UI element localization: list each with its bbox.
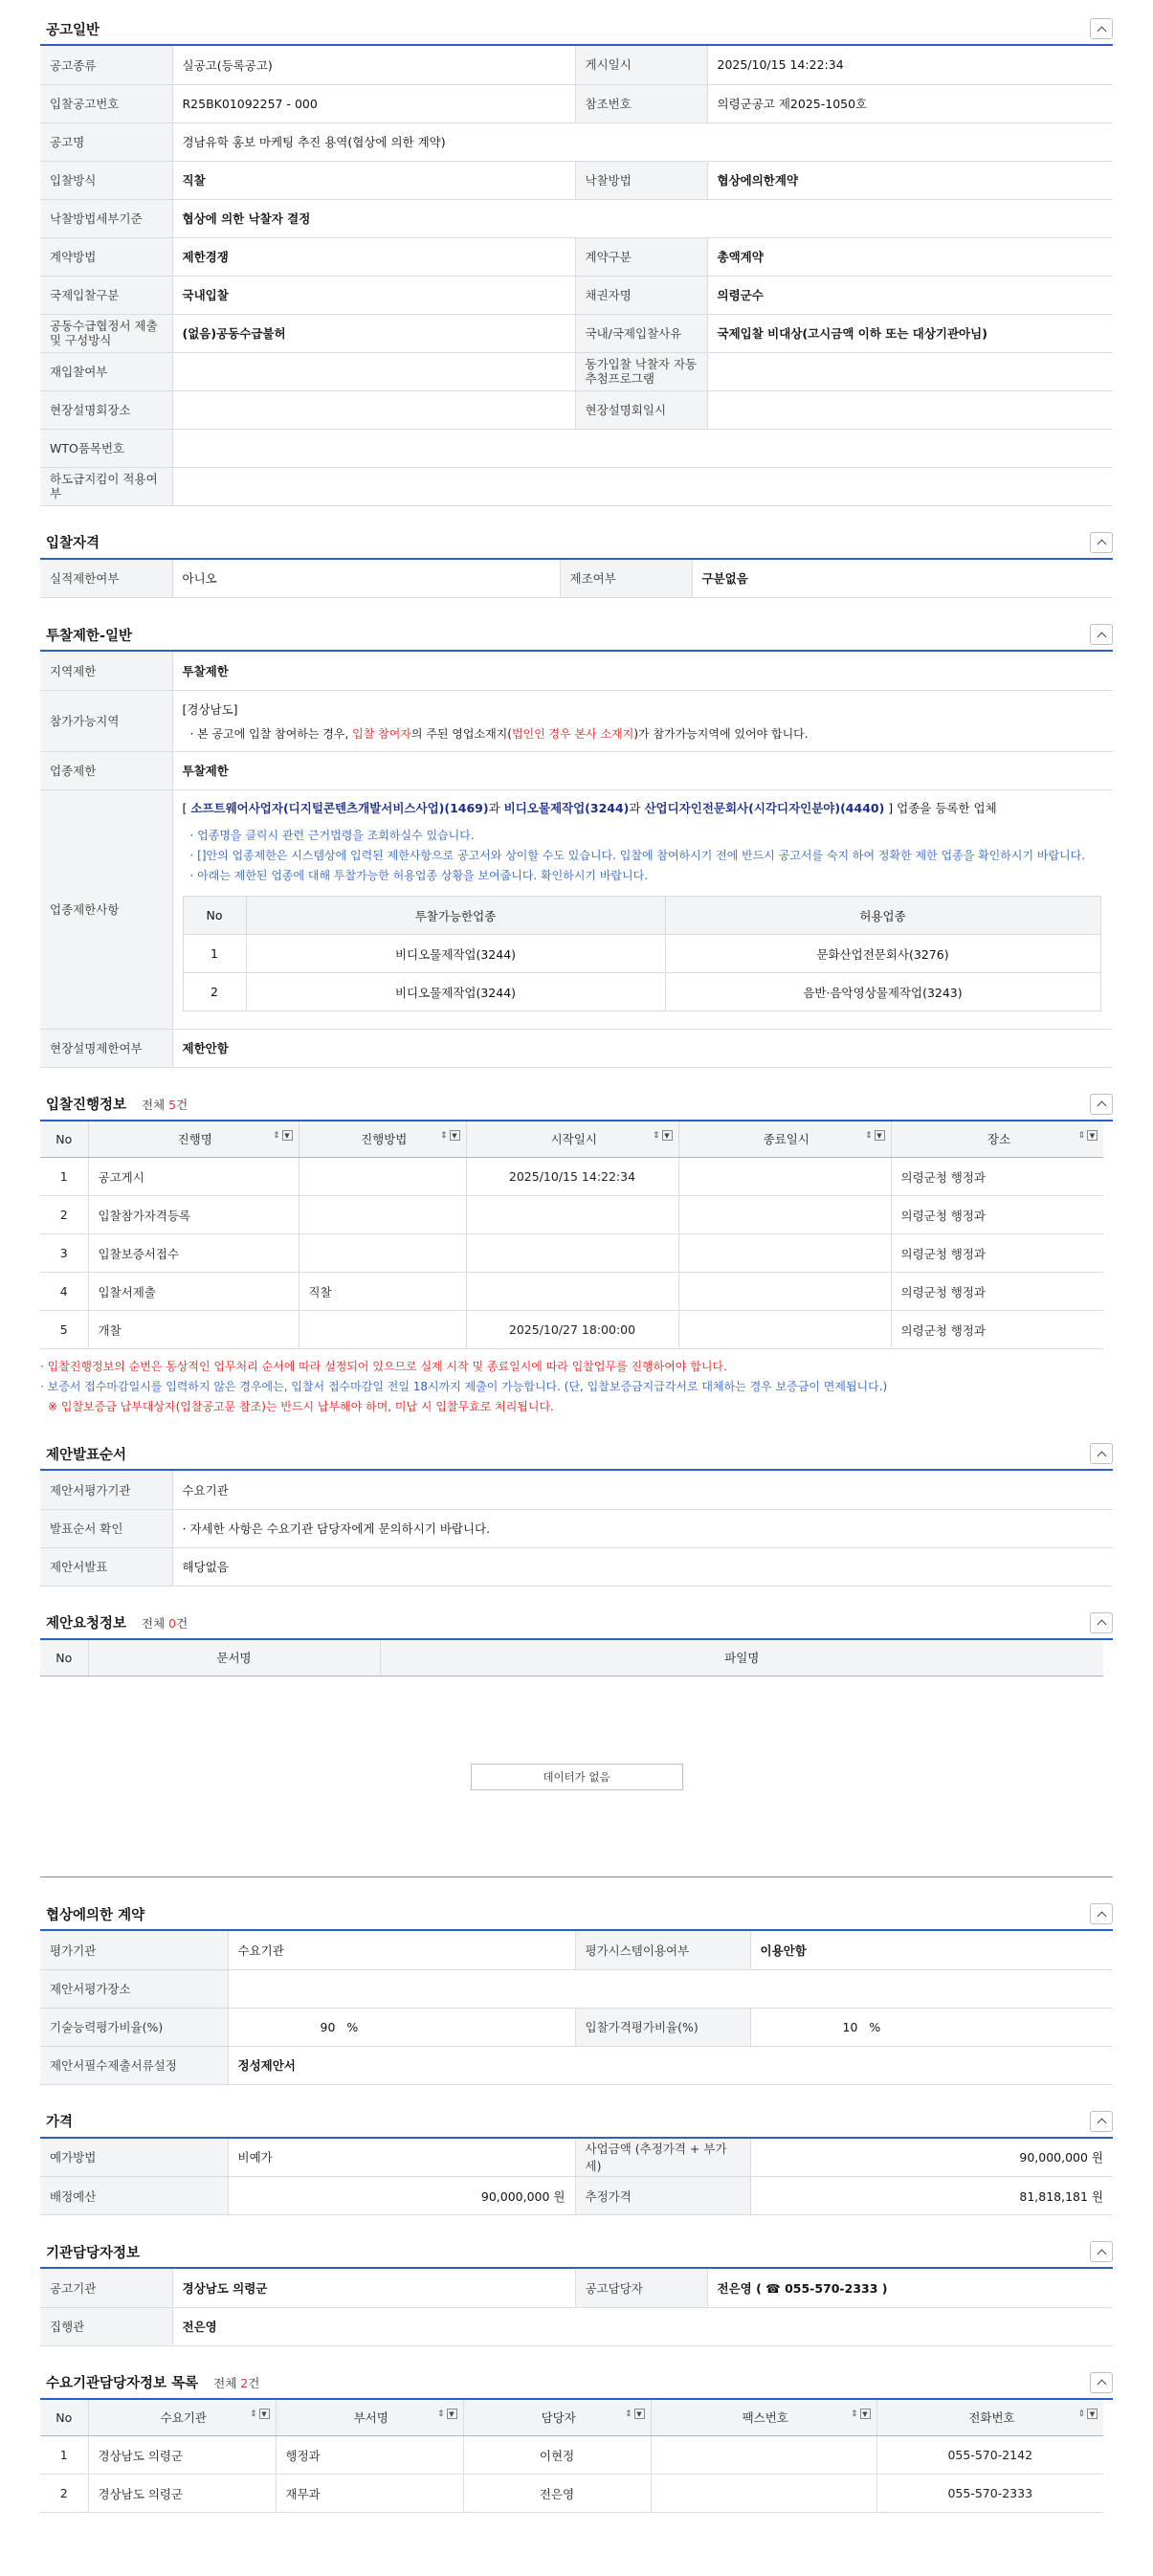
field-value: 국내입찰 xyxy=(172,276,575,314)
chevron-up-icon xyxy=(1097,2249,1106,2258)
area-head: [경상남도] xyxy=(182,701,238,717)
sort-arrows-icon[interactable]: ⇕ xyxy=(272,1130,280,1141)
proposal-row xyxy=(40,1547,1113,1586)
field-value: · 자세한 사항은 수요기관 담당자에게 문의하시기 바랍니다. xyxy=(172,1509,1113,1547)
sort-control[interactable] xyxy=(653,1130,673,1141)
notice-row xyxy=(40,314,1113,352)
notice-row xyxy=(40,276,1113,314)
table-cell: 3 xyxy=(40,1234,88,1273)
filter-dropdown-icon[interactable]: ▼ xyxy=(1087,2409,1098,2419)
field-label: 집행관 xyxy=(40,2307,172,2345)
table-cell xyxy=(651,2436,876,2475)
sort-control[interactable] xyxy=(1077,1130,1098,1141)
field-value xyxy=(707,390,1113,429)
field-label: 추정가격 xyxy=(575,2177,750,2215)
table-cell: 4 xyxy=(40,1273,88,1311)
field-value: 협상에의한계약 xyxy=(707,161,1113,199)
field-label: 공고명 xyxy=(40,122,172,161)
qual-table xyxy=(40,560,1113,599)
chevron-up-icon xyxy=(1097,1911,1106,1921)
table-cell xyxy=(678,1158,891,1196)
table-cell xyxy=(299,1196,466,1234)
field-label: 평가기관 xyxy=(40,1931,228,1969)
table-cell xyxy=(651,2475,876,2513)
industry-note: · []안의 업종제한은 시스템상에 입력된 제한사항으로 공고서와 상이할 수도 있습니다. 입찰에 참여하시기 전에 반드시 공고서를 숙지 하여 정확한 제한 업종을 확인하시기 바랍니다. xyxy=(189,849,1086,862)
price-section-header xyxy=(40,2106,1113,2139)
column-header[interactable]: 수요기관 ⇕ ▼ xyxy=(88,2400,276,2436)
notice-row xyxy=(40,122,1113,161)
agency-table xyxy=(40,2269,1113,2346)
field-label: 실적제한여부 xyxy=(40,560,172,598)
field-value: (없음)공동수급불허 xyxy=(172,314,575,352)
field-label: 제조여부 xyxy=(560,560,692,598)
field-value: 총액계약 xyxy=(707,237,1113,276)
column-header[interactable]: 진행방법 ⇕ ▼ xyxy=(299,1121,466,1158)
column-header[interactable]: 시작일시 ⇕ ▼ xyxy=(466,1121,678,1158)
bullet: · xyxy=(189,849,198,862)
sort-control[interactable] xyxy=(437,2409,457,2419)
table-cell: 의령군청 행정과 xyxy=(891,1311,1103,1349)
field-label: 공고담당자 xyxy=(575,2269,707,2307)
request-table xyxy=(40,1640,1103,1677)
notice-row xyxy=(40,390,1113,429)
table-cell: 개찰 xyxy=(88,1311,299,1349)
table-row xyxy=(40,1196,1103,1234)
chevron-up-icon xyxy=(1097,632,1106,641)
table-cell: 비디오물제작업(3244) xyxy=(246,935,665,973)
table-cell: 음반·음악영상물제작업(3243) xyxy=(665,973,1100,1011)
table-row xyxy=(40,2475,1103,2513)
empty-state xyxy=(40,1677,1113,1877)
sort-arrows-icon[interactable]: ⇕ xyxy=(624,2409,632,2419)
column-header: No xyxy=(183,897,246,935)
table-cell: 직찰 xyxy=(299,1273,466,1311)
field-label: 낙찰방법 xyxy=(575,161,707,199)
table-cell xyxy=(299,1311,466,1349)
sort-arrows-icon[interactable]: ⇕ xyxy=(864,1130,873,1141)
table-cell xyxy=(678,1234,891,1273)
table-row xyxy=(183,973,1100,1011)
table-cell: 의령군청 행정과 xyxy=(891,1273,1103,1311)
progress-note: · 보증서 접수마감일시를 입력하지 않은 경우에는, 입찰서 접수마감일 전일 18시까지 제출이 가능합니다. (단, 입찰보증금지급각서로 대체하는 경우 보증금이 면제됩니다.) xyxy=(40,1380,888,1393)
table-cell: 5 xyxy=(40,1311,88,1349)
bullet: · xyxy=(189,869,198,882)
filter-dropdown-icon[interactable]: ▼ xyxy=(1087,1130,1098,1141)
table-cell xyxy=(466,1273,678,1311)
proposal-section-header xyxy=(40,1438,1113,1471)
column-header: 문서명 xyxy=(88,1640,380,1677)
field-label: 현장설명회일시 xyxy=(575,390,707,429)
field-value xyxy=(707,352,1113,390)
table-cell: 1 xyxy=(183,935,246,973)
field-label: 발표순서 확인 xyxy=(40,1509,172,1547)
filter-dropdown-icon[interactable]: ▼ xyxy=(450,1130,460,1141)
limit-table xyxy=(40,652,1113,1068)
column-header[interactable]: 담당자 ⇕ ▼ xyxy=(463,2400,651,2436)
column-header[interactable]: 전화번호 ⇕ ▼ xyxy=(876,2400,1103,2436)
collapse-toggle[interactable] xyxy=(1090,2241,1113,2262)
section-title: 제안요청정보 xyxy=(46,1616,127,1632)
column-header[interactable]: No xyxy=(40,1121,88,1158)
column-header: 파일명 xyxy=(380,1640,1103,1677)
bullet: · xyxy=(189,829,198,842)
field-value: 10 % xyxy=(750,2008,1113,2046)
collapse-toggle[interactable] xyxy=(1090,2111,1113,2132)
field-value: 경상남도 의령군 xyxy=(172,2269,575,2307)
filter-dropdown-icon[interactable]: ▼ xyxy=(860,2409,871,2419)
field-label: 제안서필수제출서류설정 xyxy=(40,2046,228,2084)
table-cell: 055-570-2142 xyxy=(876,2436,1103,2475)
section-title: 투찰제한-일반 xyxy=(46,628,133,644)
field-value: 90,000,000 원 xyxy=(750,2139,1113,2177)
area-note: · 본 공고에 입찰 참여하는 경우, 입찰 참여자의 주된 영업소재지(법인인 경우 본사 소재지)가 참가가능지역에 있어야 합니다. xyxy=(189,726,809,741)
column-header[interactable]: 부서명 ⇕ ▼ xyxy=(276,2400,463,2436)
field-value: 90,000,000 원 xyxy=(228,2177,575,2215)
section-title: 제안발표순서 xyxy=(46,1447,127,1463)
qual-section-header xyxy=(40,527,1113,560)
section-title: 입찰자격 xyxy=(46,536,100,551)
table-cell xyxy=(466,1196,678,1234)
table-cell: 행정과 xyxy=(276,2436,463,2475)
table-cell: 입찰참가자격등록 xyxy=(88,1196,299,1234)
bullet: · xyxy=(182,1521,190,1536)
table-cell: 의령군청 행정과 xyxy=(891,1196,1103,1234)
table-cell xyxy=(678,1273,891,1311)
field-label: 평가시스템이용여부 xyxy=(575,1931,750,1969)
nego-section-header xyxy=(40,1899,1113,1931)
notice-table xyxy=(40,46,1113,506)
industry-note: · 업종명을 클릭시 관련 근거법령을 조회하실수 있습니다. xyxy=(189,829,475,842)
table-row xyxy=(40,2436,1103,2475)
field-value: 실공고(등록공고) xyxy=(172,46,575,84)
proposal-row xyxy=(40,1509,1113,1547)
total-count: 전체 5건 xyxy=(142,1098,188,1112)
field-label: 공동수급협정서 제출 및 구성방식 xyxy=(40,314,172,352)
table-cell: 경상남도 의령군 xyxy=(88,2475,276,2513)
field-label: 현장설명회장소 xyxy=(40,390,172,429)
table-cell: 의령군청 행정과 xyxy=(891,1234,1103,1273)
field-value: 2025/10/15 14:22:34 xyxy=(707,46,1113,84)
sort-arrows-icon[interactable]: ⇕ xyxy=(850,2409,858,2419)
industry-link[interactable]: 비디오물제작업(3244) xyxy=(503,801,630,815)
table-cell: 입찰보증서접수 xyxy=(88,1234,299,1273)
column-header[interactable]: 진행명 ⇕ ▼ xyxy=(88,1121,299,1158)
sort-control[interactable] xyxy=(273,1130,293,1141)
notice-section-header xyxy=(40,13,1113,46)
collapse-toggle[interactable] xyxy=(1090,532,1113,553)
nego-table xyxy=(40,1931,1113,2085)
column-header: 투찰가능한업종 xyxy=(246,897,665,935)
field-label: 제안서발표 xyxy=(40,1547,172,1586)
table-cell xyxy=(466,1234,678,1273)
field-value: 제한안함 xyxy=(172,1029,1113,1067)
table-row xyxy=(40,1273,1103,1311)
section-title: 입찰진행정보 xyxy=(46,1098,127,1113)
field-value: 비예가 xyxy=(228,2139,575,2177)
chevron-up-icon xyxy=(1097,540,1106,549)
field-label: 배정예산 xyxy=(40,2177,228,2215)
field-value: 81,818,181 원 xyxy=(750,2177,1113,2215)
table-row xyxy=(183,935,1100,973)
contacts-table xyxy=(40,2400,1103,2514)
notice-row xyxy=(40,46,1113,84)
field-label: 업종제한 xyxy=(40,751,172,789)
sort-control[interactable] xyxy=(250,2409,270,2419)
collapse-toggle[interactable] xyxy=(1090,2372,1113,2393)
field-label: 재입찰여부 xyxy=(40,352,172,390)
field-label: 게시일시 xyxy=(575,46,707,84)
sort-arrows-icon[interactable]: ⇕ xyxy=(439,1130,448,1141)
field-value xyxy=(172,429,1113,467)
industry-line: [ 소프트웨어사업자(디지털콘텐츠개발서비스사업)(1469)과 비디오물제작업(3244)과 산업디자인전문회사(시각디자인분야)(4440) ] 업종을 등록한 업체 xyxy=(182,801,997,815)
field-value xyxy=(172,467,1113,505)
field-label: 입찰가격평가비율(%) xyxy=(575,2008,750,2046)
field-label: 공고기관 xyxy=(40,2269,172,2307)
field-label: 공고종류 xyxy=(40,46,172,84)
section-title: 협상에의한 계약 xyxy=(46,1907,145,1923)
field-value: 아니오 xyxy=(172,560,560,598)
allowed-industry-table xyxy=(183,896,1101,1011)
section-title: 가격 xyxy=(46,2115,74,2130)
field-value: 의령군공고 제2025-1050호 xyxy=(707,84,1113,122)
column-header: 허용업종 xyxy=(665,897,1100,935)
field-value: 직찰 xyxy=(172,161,575,199)
field-label: 국제입찰구분 xyxy=(40,276,172,314)
collapse-toggle[interactable] xyxy=(1090,1612,1113,1633)
column-header[interactable]: 팩스번호 ⇕ ▼ xyxy=(651,2400,876,2436)
field-value xyxy=(172,352,575,390)
field-label: 동가입찰 낙찰자 자동추첨프로그램 xyxy=(575,352,707,390)
field-value: 해당없음 xyxy=(172,1547,1113,1586)
chevron-up-icon xyxy=(1097,1451,1106,1460)
table-cell: 1 xyxy=(40,1158,88,1196)
notice-row xyxy=(40,161,1113,199)
filter-dropdown-icon[interactable]: ▼ xyxy=(875,1130,885,1141)
progress-note: · 입찰진행정보의 순번은 동상적인 업무처리 순서에 따라 설정되어 있으므로 실제 시작 및 종료일시에 따라 입찰업무를 진행하여야 합니다. xyxy=(40,1360,727,1373)
industry-link[interactable]: 소프트웨어사업자(디지털콘텐츠개발서비스사업)(1469) xyxy=(190,801,489,815)
notice-row xyxy=(40,237,1113,276)
field-label: 업종제한사항 xyxy=(40,789,172,1029)
notice-row xyxy=(40,84,1113,122)
section-title: 기관담당자정보 xyxy=(46,2245,141,2261)
table-cell: 문화산업전문회사(3276) xyxy=(665,935,1100,973)
table-cell: 입찰서제출 xyxy=(88,1273,299,1311)
field-value: 수요기관 xyxy=(172,1471,1113,1509)
field-value: 수요기관 xyxy=(228,1931,575,1969)
filter-dropdown-icon[interactable]: ▼ xyxy=(259,2409,270,2419)
total-count: 전체 2건 xyxy=(213,2376,260,2390)
sort-control[interactable] xyxy=(625,2409,645,2419)
filter-dropdown-icon[interactable]: ▼ xyxy=(662,1130,673,1141)
table-row xyxy=(40,1158,1103,1196)
proposal-table xyxy=(40,1471,1113,1587)
field-label: 국내/국제입찰사유 xyxy=(575,314,707,352)
proposal-row xyxy=(40,1471,1113,1509)
sort-control[interactable] xyxy=(851,2409,871,2419)
progress-table xyxy=(40,1121,1103,1350)
filter-dropdown-icon[interactable]: ▼ xyxy=(447,2409,457,2419)
column-header[interactable]: 종료일시 ⇕ ▼ xyxy=(678,1121,891,1158)
filter-dropdown-icon[interactable]: ▼ xyxy=(282,1130,293,1141)
field-label: 제안서평가기관 xyxy=(40,1471,172,1509)
progress-note: ※ 입찰보증금 납부대상자(입찰공고문 참조)는 반드시 납부해야 하며, 미납 시 입찰무효로 처리됩니다. xyxy=(48,1400,554,1413)
chevron-up-icon xyxy=(1097,1620,1106,1630)
price-table xyxy=(40,2139,1113,2216)
field-label: 채권자명 xyxy=(575,276,707,314)
field-label: 하도급지킴이 적용여부 xyxy=(40,467,172,505)
chevron-up-icon xyxy=(1097,26,1106,35)
contacts-section-header xyxy=(40,2367,1113,2400)
table-cell xyxy=(678,1311,891,1349)
field-label: 지역제한 xyxy=(40,652,172,690)
sort-arrows-icon[interactable]: ⇕ xyxy=(436,2409,445,2419)
field-value: 90 % xyxy=(228,2008,575,2046)
field-label: 입찰공고번호 xyxy=(40,84,172,122)
table-cell: 전은영 xyxy=(463,2475,651,2513)
chevron-up-icon xyxy=(1097,2119,1106,2128)
field-value: 의령군수 xyxy=(707,276,1113,314)
table-cell: 경상남도 의령군 xyxy=(88,2436,276,2475)
table-cell: 비디오물제작업(3244) xyxy=(246,973,665,1011)
table-cell: 의령군청 행정과 xyxy=(891,1158,1103,1196)
sort-control[interactable] xyxy=(440,1130,460,1141)
agency-section-header xyxy=(40,2236,1113,2269)
field-label: 입찰방식 xyxy=(40,161,172,199)
table-cell: 2 xyxy=(183,973,246,1011)
field-value: 전은영 xyxy=(172,2307,1113,2345)
table-cell: 2025/10/15 14:22:34 xyxy=(466,1158,678,1196)
filter-dropdown-icon[interactable]: ▼ xyxy=(634,2409,645,2419)
request-section-header xyxy=(40,1608,1113,1640)
notice-row xyxy=(40,429,1113,467)
field-label: 계약방법 xyxy=(40,237,172,276)
field-value: 경남유학 홍보 마케팅 추진 용역(협상에 의한 계약) xyxy=(172,122,1113,161)
industry-link[interactable]: 산업디자인전문회사(시각디자인분야)(4440) xyxy=(644,801,885,815)
field-value: 전은영 ( ☎ 055-570-2333 ) xyxy=(707,2269,1113,2307)
notice-row xyxy=(40,352,1113,390)
field-label: 계약구분 xyxy=(575,237,707,276)
chevron-up-icon xyxy=(1097,2380,1106,2389)
no-data-label: 데이터가 없음 xyxy=(471,1764,683,1790)
section-title: 공고일반 xyxy=(46,22,100,38)
field-value: 구분없음 xyxy=(692,560,1113,598)
collapse-toggle[interactable] xyxy=(1090,624,1113,645)
industry-note: · 아래는 제한된 업종에 대해 투찰가능한 허용업종 상황을 보여줍니다. 확인하시기 바랍니다. xyxy=(189,869,649,882)
table-cell: 2025/10/27 18:00:00 xyxy=(466,1311,678,1349)
column-header[interactable]: 장소 ⇕ ▼ xyxy=(891,1121,1103,1158)
field-label: 사업금액 (추정가격 + 부가세) xyxy=(575,2139,750,2177)
collapse-toggle[interactable] xyxy=(1090,18,1113,39)
sort-arrows-icon[interactable]: ⇕ xyxy=(1077,2409,1085,2419)
collapse-toggle[interactable] xyxy=(1090,1903,1113,1924)
sort-arrows-icon[interactable]: ⇕ xyxy=(249,2409,257,2419)
table-cell: 055-570-2333 xyxy=(876,2475,1103,2513)
field-label: WTO품목번호 xyxy=(40,429,172,467)
field-value: 국제입찰 비대상(고시금액 이하 또는 대상기관아님) xyxy=(707,314,1113,352)
notice-row xyxy=(40,199,1113,237)
field-label: 낙찰방법세부기준 xyxy=(40,199,172,237)
limit-section-header xyxy=(40,619,1113,652)
field-value: R25BK01092257 - 000 xyxy=(172,84,575,122)
table-cell: 2 xyxy=(40,2475,88,2513)
sort-control[interactable] xyxy=(1077,2409,1098,2419)
table-row xyxy=(40,1234,1103,1273)
field-value xyxy=(172,390,575,429)
chevron-up-icon xyxy=(1097,1101,1106,1111)
field-value: 제한경쟁 xyxy=(172,237,575,276)
column-header: No xyxy=(40,1640,88,1677)
field-label: 기술능력평가비율(%) xyxy=(40,2008,228,2046)
notice-row xyxy=(40,467,1113,505)
sort-arrows-icon[interactable]: ⇕ xyxy=(1077,1130,1085,1141)
table-cell xyxy=(678,1196,891,1234)
collapse-toggle[interactable] xyxy=(1090,1443,1113,1464)
table-cell xyxy=(299,1234,466,1273)
field-value: 투찰제한 xyxy=(172,751,1113,789)
field-value: 이용안함 xyxy=(750,1931,1113,1969)
field-value: 정성제안서 xyxy=(228,2046,1113,2084)
industry-notes xyxy=(183,826,1104,886)
table-row xyxy=(40,1311,1103,1349)
field-value: 투찰제한 xyxy=(172,652,1113,690)
field-label: 예가방법 xyxy=(40,2139,228,2177)
field-label: 참조번호 xyxy=(575,84,707,122)
field-value: 협상에 의한 낙찰자 결정 xyxy=(172,199,1113,237)
field-label: 현장설명제한여부 xyxy=(40,1029,172,1067)
total-count: 전체 0건 xyxy=(142,1616,188,1631)
table-cell xyxy=(299,1158,466,1196)
column-header[interactable]: No xyxy=(40,2400,88,2436)
table-cell: 공고게시 xyxy=(88,1158,299,1196)
progress-section-header xyxy=(40,1089,1113,1121)
table-cell: 1 xyxy=(40,2436,88,2475)
table-cell: 재무과 xyxy=(276,2475,463,2513)
sort-arrows-icon[interactable]: ⇕ xyxy=(652,1130,660,1141)
field-label: 참가가능지역 xyxy=(40,690,172,751)
field-value xyxy=(228,1969,1113,2008)
collapse-toggle[interactable] xyxy=(1090,1094,1113,1115)
sort-control[interactable] xyxy=(865,1130,885,1141)
progress-notes xyxy=(40,1357,1113,1417)
field-label: 제안서평가장소 xyxy=(40,1969,228,2008)
section-title: 수요기관담당자정보 목록 xyxy=(46,2376,199,2391)
table-cell: 이현정 xyxy=(463,2436,651,2475)
table-cell: 2 xyxy=(40,1196,88,1234)
